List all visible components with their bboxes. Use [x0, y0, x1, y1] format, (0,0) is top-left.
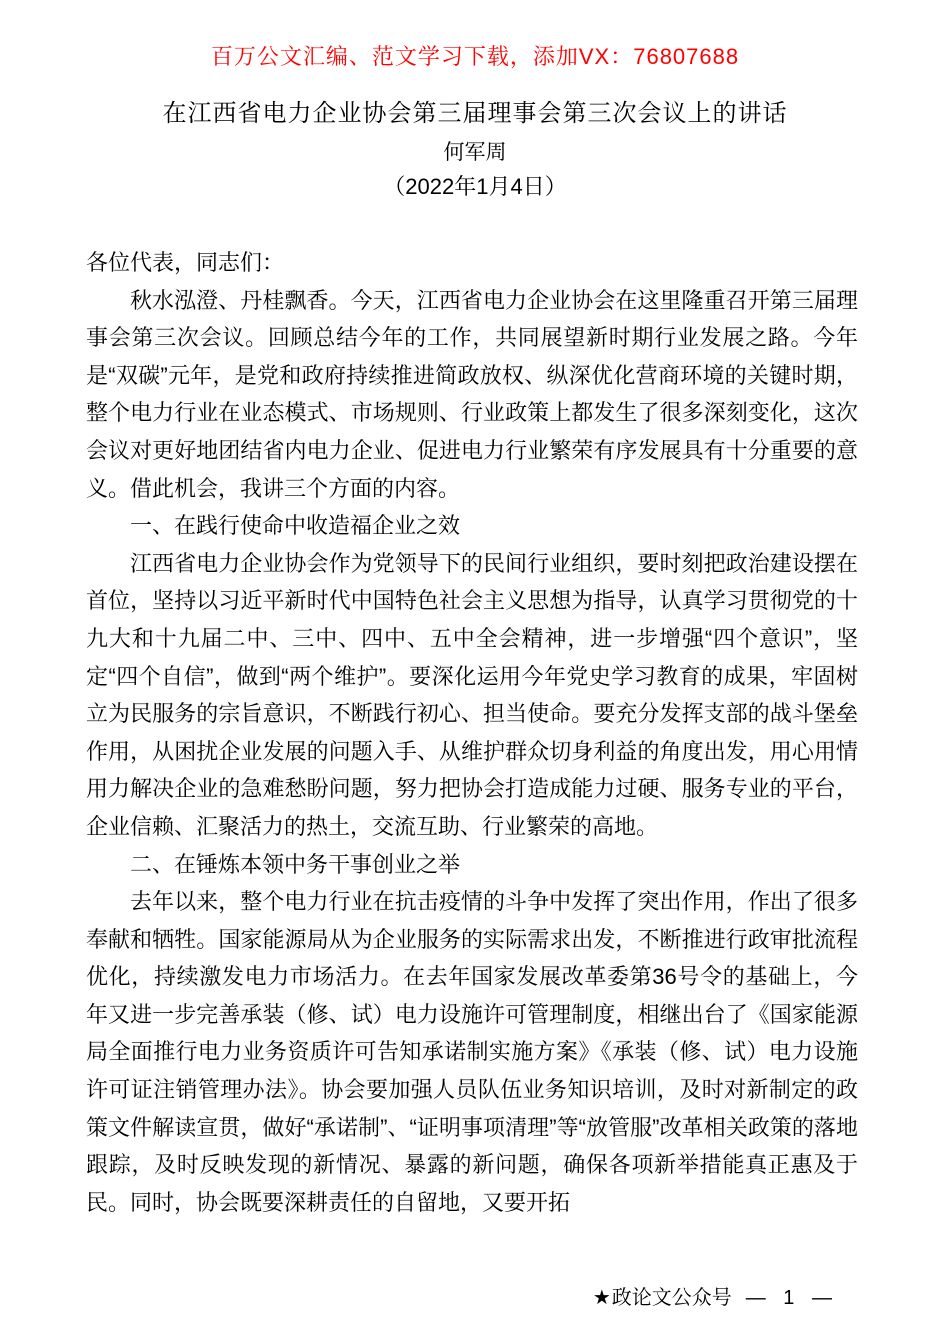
document-title: 在江西省电力企业协会第三届理事会第三次会议上的讲话: [162, 100, 788, 127]
body-paragraph: 去年以来，整个电力行业在抗击疫情的斗争中发挥了突出作用，作出了很多奉献和牺牲。国家能源局从为企业服务的实际需求出发，不断推进行政审批流程优化，持续激发电力市场活力。在去年国家发展改革委第36号令的基础上，今年又进一步完善承装（修、试）电力设施许可管理制度，相继出台了《国家能源局全面推行电力业务资质许可告知承诺制实施方案》《承装（修、试）电力设施许可证注销管理办法》。协会要加强人员队伍业务知识培训，及时对新制定的政策文件解读宣贯，做好“承诺制”、“证明事项清理”等“放管服”改革相关政策的落地跟踪，及时反映发现的新情况、暴露的新问题，确保各项新举措能真正惠及于民。同时，协会既要深耕责任的自留地，又要开拓: [86, 889, 858, 1215]
promo-banner: 百万公文汇编、范文学习下载，添加VX：76807688: [210, 44, 740, 69]
page-footer: [593, 1286, 838, 1310]
body-paragraph: 秋水泓澄、丹桂飘香。今天，江西省电力企业协会在这里隆重召开第三届理事会第三次会议。回顾总结今年的工作，共同展望新时期行业发展之路。今年是“双碳”元年，是党和政府持续推进简政放权、纵深优化营商环境的关键时期，整个电力行业在业态模式、市场规则、行业政策上都发生了很多深刻变化，这次会议对更好地团结省内电力企业、促进电力行业繁荣有序发展具有十分重要的意义。借此机会，我讲三个方面的内容。: [86, 287, 858, 501]
star-icon: ★: [592, 1287, 611, 1309]
document-date: （2022年1月4日）: [383, 174, 567, 199]
body-paragraph: 江西省电力企业协会作为党领导下的民间行业组织，要时刻把政治建设摆在首位，坚持以习近平新时代中国特色社会主义思想为指导，认真学习贯彻党的十九大和十九届二中、三中、四中、五中全会精神，进一步增强“四个意识”，坚定“四个自信”，做到“两个维护”。要深化运用今年党史学习教育的成果，牢固树立为民服务的宗旨意识，不断践行初心、担当使命。要充分发挥支部的战斗堡垒作用，从困扰企业发展的问题入手、从维护群众切身利益的角度出发，用心用情用力解决企业的急难愁盼问题，努力把协会打造成能力过硬、服务专业的平台，企业信赖、汇聚活力的热土，交流互助、行业繁荣的高地。: [86, 550, 858, 839]
document-body: [86, 244, 858, 1221]
footer-watermark: 政论文公众号: [611, 1287, 732, 1309]
section-heading: 二、在锤炼本领中务干事创业之举: [130, 851, 461, 877]
section-heading: 一、在践行使命中收造福企业之效: [130, 513, 461, 539]
page-number: — 1 —: [745, 1287, 838, 1309]
author-name: 何军周: [443, 141, 507, 164]
salutation-line: 各位代表，同志们：: [86, 250, 285, 275]
